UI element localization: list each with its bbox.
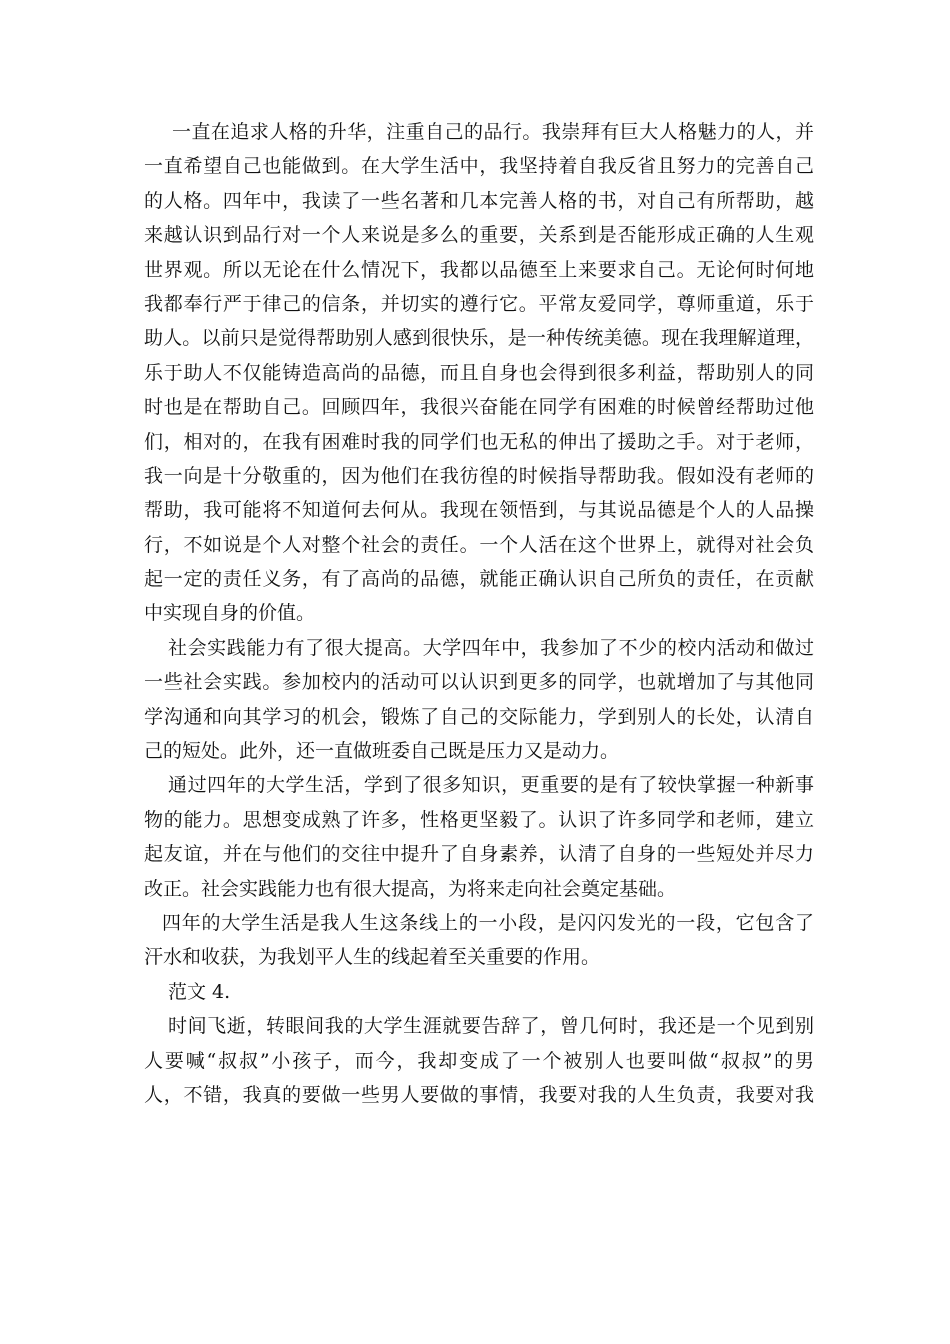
text-line: 来越认识到品行对一个人来说是多么的重要，关系到是否能形成正确的人生观 [144, 224, 814, 247]
text-line: 世界观。所以无论在什么情况下，我都以品德至上来要求自己。无论何时何地 [144, 258, 814, 281]
text-line: 们，相对的，在我有困难时我的同学们也无私的伸出了援助之手。对于老师， [144, 430, 814, 453]
text-line: 己的短处。此外，还一直做班委自己既是压力又是动力。 [144, 740, 620, 763]
text-line: 我都奉行严于律己的信条，并切实的遵行它。平常友爱同学，尊师重道，乐于 [144, 292, 814, 315]
text-line: 时间飞逝，转眼间我的大学生涯就要告辞了，曾几何时，我还是一个见到别 [168, 1015, 814, 1038]
text-line: 人，不错，我真的要做一些男人要做的事情，我要对我的人生负责，我要对我 [144, 1083, 814, 1106]
section-heading [144, 975, 814, 1009]
paragraph [144, 115, 814, 631]
text-line: 中实现自身的价值。 [144, 602, 316, 625]
text-line: 物的能力。思想变成熟了许多，性格更坚毅了。认识了许多同学和老师，建立 [144, 808, 814, 831]
text-line: 四年的大学生活是我人生这条线上的一小段，是闪闪发光的一段，它包含了 [162, 911, 814, 934]
text-line: 通过四年的大学生活，学到了很多知识，更重要的是有了较快掌握一种新事 [168, 774, 814, 797]
text-line: 起一定的责任义务，有了高尚的品德，就能正确认识自己所负的责任，在贡献 [144, 568, 814, 591]
text-line: 的人格。四年中，我读了一些名著和几本完善人格的书，对自己有所帮助，越 [144, 189, 814, 212]
text-line: 时也是在帮助自己。回顾四年，我很兴奋能在同学有困难的时候曾经帮助过他 [144, 396, 814, 419]
text-line: 学沟通和向其学习的机会，锻炼了自己的交际能力，学到别人的长处，认清自 [144, 705, 814, 728]
text-line: 一直在追求人格的升华，注重自己的品行。我崇拜有巨大人格魅力的人，并 [172, 121, 814, 143]
text-line: 汗水和收获，为我划平人生的线起着至关重要的作用。 [144, 946, 601, 969]
text-line: 起友谊，并在与他们的交往中提升了自身素养，认清了自身的一些短处并尽力 [144, 843, 814, 866]
paragraph [144, 768, 814, 906]
paragraph [144, 631, 814, 769]
text-line: 助人。以前只是觉得帮助别人感到很快乐，是一种传统美德。现在我理解道理， [144, 327, 814, 350]
text-line: 我一向是十分敬重的，因为他们在我彷徨的时候指导帮助我。假如没有老师的 [144, 464, 814, 487]
text-line: 范文 4. [168, 980, 231, 1003]
document-body [144, 115, 814, 1112]
text-line: 乐于助人不仅能铸造高尚的品德，而且自身也会得到很多利益，帮助别人的同 [144, 361, 814, 384]
text-line: 一些社会实践。参加校内的活动可以认识到更多的同学，也就增加了与其他同 [144, 671, 814, 694]
text-line: 改正。社会实践能力也有很大提高，为将来走向社会奠定基础。 [144, 877, 677, 900]
text-line: 社会实践能力有了很大提高。大学四年中，我参加了不少的校内活动和做过 [168, 636, 814, 659]
text-line: 人要喊“叔叔”小孩子，而今，我却变成了一个被别人也要叫做“叔叔”的男 [144, 1049, 814, 1072]
text-line: 帮助，我可能将不知道何去何从。我现在领悟到，与其说品德是个人的人品操 [144, 499, 814, 522]
text-line: 行，不如说是个人对整个社会的责任。一个人活在这个世界上，就得对社会负 [144, 533, 814, 556]
paragraph [144, 906, 814, 975]
paragraph [144, 1009, 814, 1112]
text-line: 一直希望自己也能做到。在大学生活中，我坚持着自我反省且努力的完善自己 [144, 155, 814, 178]
